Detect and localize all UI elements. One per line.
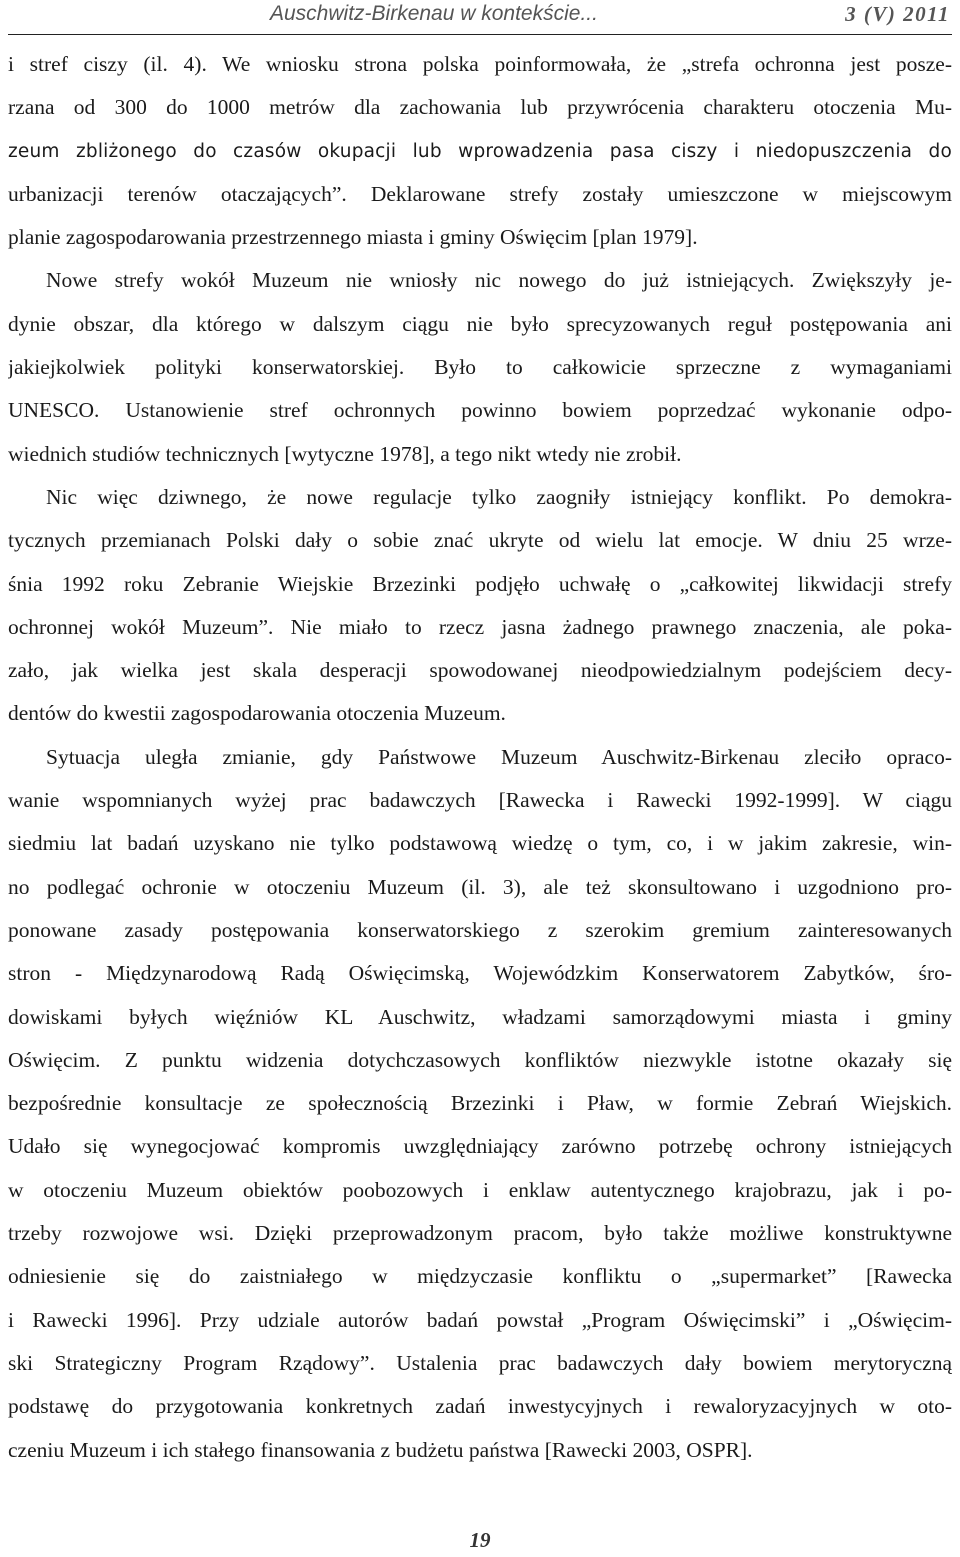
running-title: Auschwitz-Birkenau w kontekście... <box>270 2 598 25</box>
text-line: i stref ciszy (il. 4). We wniosku strona polska poinformowała, że „strefa ochronna jest posze- <box>8 52 952 76</box>
text-line: Udało się wynegocjować kompromis uwzględniający zarówno potrzebę ochrony istniejących <box>8 1134 952 1159</box>
text-line: ponowane zasady postępowania konserwatorskiego z szerokim gremium zainteresowanych <box>8 917 952 942</box>
text-line: wanie wspomnianych wyżej prac badawczych [Rawecka i Rawecki 1992-1999]. W ciągu <box>8 788 952 813</box>
text-line: planie zagospodarowania przestrzennego miasta i gminy Oświęcim [plan 1979]. <box>8 225 698 250</box>
text-line: ochronnej wokół Muzeum”. Nie miało to rzecz jasna żadnego prawnego znaczenia, ale poka- <box>8 614 952 639</box>
text-line: wiednich studiów technicznych [wytyczne 1978], a tego nikt wtedy nie zrobił. <box>8 441 682 466</box>
text-line: rzana od 300 do 1000 metrów dla zachowania lub przywrócenia charakteru otoczenia Mu- <box>8 95 952 120</box>
running-header <box>8 2 952 35</box>
text-line: dowiskami byłych więźniów KL Auschwitz, władzami samorządowymi miasta i gminy <box>8 1004 952 1029</box>
text-line: Oświęcim. Z punktu widzenia dotychczasowych konfliktów niezwykle istotne okazały się <box>8 1047 952 1072</box>
text-line: siedmiu lat badań uzyskano nie tylko podstawową wiedzę o tym, co, i w jakim zakresie, win- <box>8 831 952 856</box>
text-line: bezpośrednie konsultacje ze społecznością Brzezinki i Pław, w formie Zebrań Wiejskich. <box>8 1091 952 1116</box>
text-line: Nowe strefy wokół Muzeum nie wniosły nic nowego do już istniejących. Zwiększyły je- <box>46 268 952 293</box>
text-line: dynie obszar, dla którego w dalszym ciągu nie było sprecyzowanych reguł postępowania ani <box>8 311 952 336</box>
text-line: śnia 1992 roku Zebranie Wiejskie Brzezinki podjęło uchwałę o „całkowitej likwidacji strefy <box>8 571 952 596</box>
text-line: UNESCO. Ustanowienie stref ochronnych powinno bowiem poprzedzać wykonanie odpo- <box>8 398 952 423</box>
text-line: czeniu Muzeum i ich stałego finansowania z budżetu państwa [Rawecki 2003, OSPR]. <box>8 1437 753 1462</box>
body-text <box>8 43 952 1472</box>
text-line: dentów do kwestii zagospodarowania otoczenia Muzeum. <box>8 701 506 726</box>
text-line: no podlegać ochronie w otoczeniu Muzeum (il. 3), ale też skonsultowano i uzgodniono pro- <box>8 874 952 899</box>
text-line: podstawę do przygotowania konkretnych zadań inwestycyjnych i rewaloryzacyjnych w oto- <box>8 1394 952 1419</box>
issue-number: 3 (V) 2011 <box>845 2 950 26</box>
text-line: zeum zbliżonego do czasów okupacji lub wprowadzenia pasa ciszy i niedopuszczenia do <box>8 140 952 162</box>
text-line: Sytuacja uległa zmianie, gdy Państwowe Muzeum Auschwitz-Birkenau zleciło opraco- <box>46 744 952 769</box>
text-line: i Rawecki 1996]. Przy udziale autorów badań powstał „Program Oświęcimski” i „Oświęcim- <box>8 1307 952 1332</box>
text-line: w otoczeniu Muzeum obiektów poobozowych i enklaw autentycznego krajobrazu, jak i po- <box>8 1177 952 1202</box>
text-line: tycznych przemianach Polski dały o sobie znać ukryte od wielu lat emocje. W dniu 25 wrze- <box>8 528 952 553</box>
text-line: odniesienie się do zaistniałego w międzyczasie konfliktu o „supermarket” [Rawecka <box>8 1264 952 1289</box>
text-line: Nic więc dziwnego, że nowe regulacje tylko zaogniły istniejący konflikt. Po demokra- <box>46 484 952 509</box>
text-line: stron - Międzynarodową Radą Oświęcimską, Wojewódzkim Konserwatorem Zabytków, śro- <box>8 961 952 986</box>
text-line: urbanizacji terenów otaczających”. Deklarowane strefy zostały umieszczone w miejscowym <box>8 181 952 206</box>
page-number: 19 <box>469 1528 491 1552</box>
text-line: ski Strategiczny Program Rządowy”. Ustalenia prac badawczych dały bowiem merytoryczną <box>8 1350 952 1375</box>
text-line: jakiejkolwiek polityki konserwatorskiej. Było to całkowicie sprzeczne z wymaganiami <box>8 355 952 380</box>
text-line: zało, jak wielka jest skala desperacji spowodowanej nieodpowiedzialnym podejściem decy- <box>8 658 952 683</box>
text-line: trzeby rozwojowe wsi. Dzięki przeprowadzonym pracom, było także możliwe konstruktywne <box>8 1221 952 1246</box>
